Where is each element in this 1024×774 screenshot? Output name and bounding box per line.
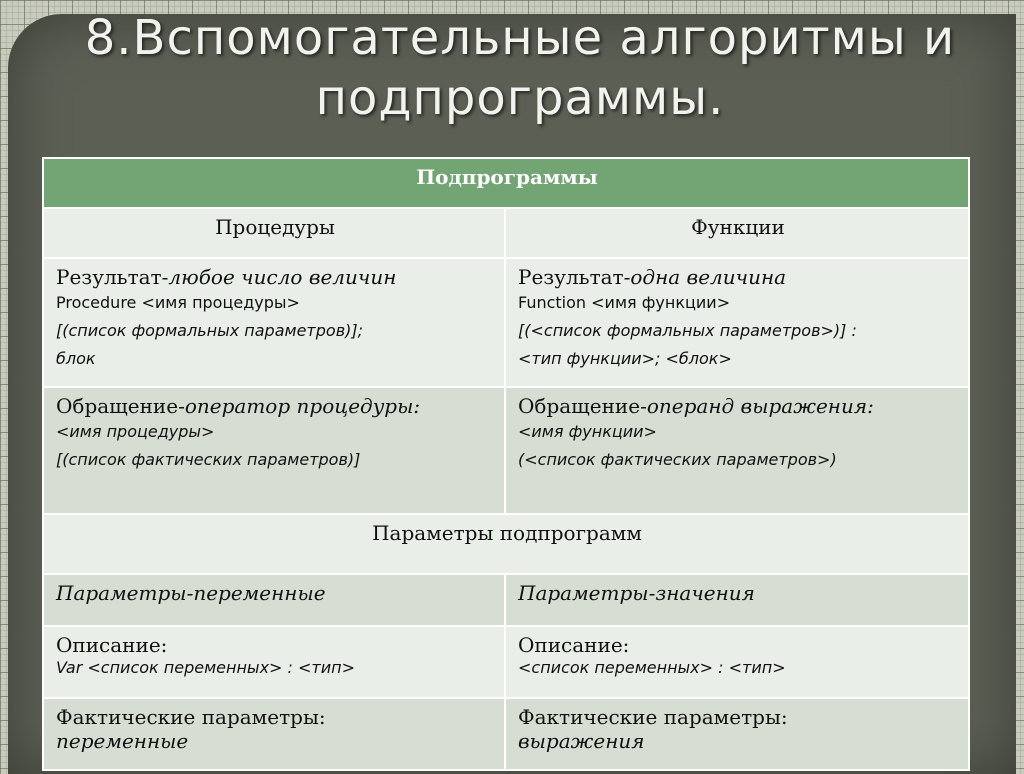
cell-label: Фактические параметры: — [56, 705, 326, 729]
table-row — [43, 698, 969, 770]
syntax-line: <имя процедуры> — [56, 422, 215, 441]
subprograms-table — [42, 157, 970, 771]
param-kind-variables: Параметры-переменные — [43, 574, 505, 626]
table-header-cell: Подпрограммы — [43, 158, 969, 208]
cell-rest: любое число величин — [168, 265, 397, 289]
cell-label: Описание: — [56, 633, 168, 657]
slide-title: 8.Вспомогательные алгоритмы и подпрограммы. — [84, 10, 956, 126]
cell-lead: Результат- — [56, 265, 169, 289]
var-actual-cell — [43, 698, 505, 770]
value-description-syntax: <список переменных> : <тип> — [518, 658, 786, 677]
var-description-cell — [43, 626, 505, 698]
value-actual-cell — [505, 698, 969, 770]
column-procedures: Процедуры — [43, 208, 505, 258]
procedure-call-syntax — [56, 418, 494, 474]
syntax-line: блок — [56, 349, 96, 368]
table-row — [43, 258, 969, 387]
column-functions: Функции — [505, 208, 969, 258]
cell-rest: операнд выражения: — [646, 394, 874, 418]
procedure-call-cell — [43, 387, 505, 514]
cell-lead: Обращение- — [518, 394, 647, 418]
function-syntax — [518, 289, 958, 373]
value-description-cell — [505, 626, 969, 698]
function-call-cell — [505, 387, 969, 514]
cell-lead: Результат- — [518, 265, 631, 289]
table-row — [43, 626, 969, 698]
syntax-line: [(<список формальных параметров>)] : — [518, 321, 857, 340]
syntax-line: Function <имя функции> — [518, 293, 731, 312]
table-row — [43, 387, 969, 514]
syntax-line: [(список фактических параметров)] — [56, 450, 361, 469]
syntax-line: [(список формальных параметров)]; — [56, 321, 363, 340]
params-header-cell: Параметры подпрограмм — [43, 514, 969, 574]
function-call-syntax — [518, 418, 958, 474]
cell-label: Описание: — [518, 633, 630, 657]
cell-value: переменные — [56, 729, 189, 753]
syntax-line: <тип функции>; <блок> — [518, 349, 732, 368]
procedure-result-cell — [43, 258, 505, 387]
cell-rest: одна величина — [630, 265, 787, 289]
table-row — [43, 574, 969, 626]
var-description-syntax: Var <список переменных> : <тип> — [56, 658, 355, 677]
table-row — [43, 514, 969, 574]
cell-label: Фактические параметры: — [518, 705, 788, 729]
cell-lead: Обращение- — [56, 394, 185, 418]
cell-value: выражения — [518, 729, 645, 753]
syntax-line: <имя функции> — [518, 422, 657, 441]
function-result-cell — [505, 258, 969, 387]
cell-rest: оператор процедуры: — [184, 394, 421, 418]
syntax-line: (<список фактических параметров>) — [518, 450, 837, 469]
table-header-row — [43, 158, 969, 208]
param-kind-values: Параметры-значения — [505, 574, 969, 626]
syntax-line: Procedure <имя процедуры> — [56, 293, 300, 312]
table-row — [43, 208, 969, 258]
procedure-syntax — [56, 289, 494, 373]
